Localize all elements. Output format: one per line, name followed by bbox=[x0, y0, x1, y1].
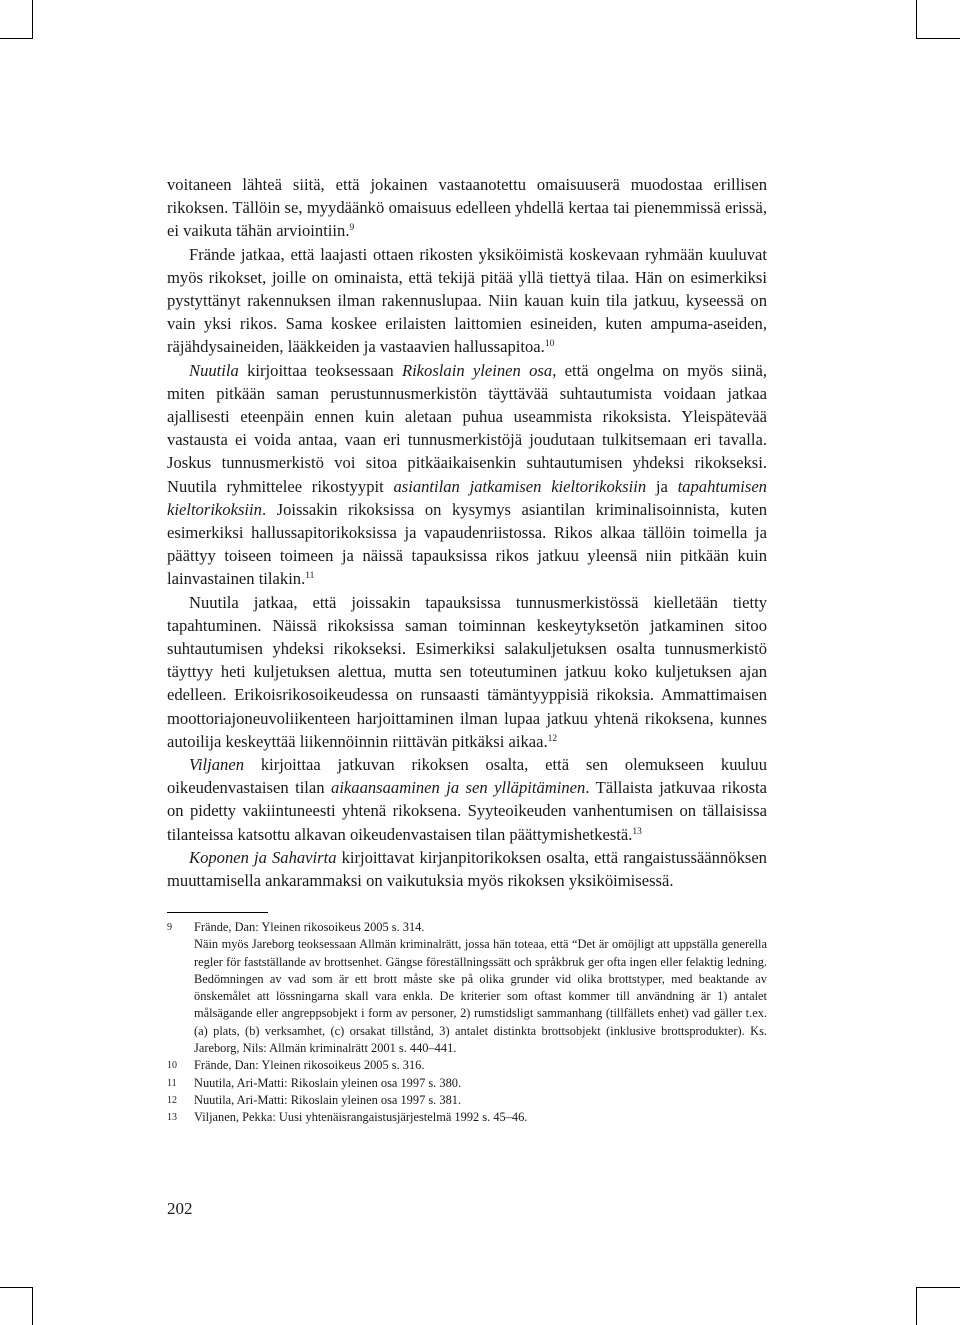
author-name: Koponen ja Sahavirta bbox=[189, 847, 337, 867]
footnotes bbox=[167, 919, 767, 1127]
footnote-ref[interactable]: 13 bbox=[632, 826, 642, 837]
footnote bbox=[167, 1075, 767, 1092]
term: tapahtumisen kieltorikoksiin bbox=[167, 476, 767, 519]
footnote-text: Frände, Dan: Yleinen rikosoikeus 2005 s. 316. bbox=[194, 1058, 425, 1073]
paragraph-4: Nuutila jatkaa, että joissakin tapauksissa tunnusmerkistössä kielletään tietty tapahtuminen. Näissä rikoksissa saman toiminnan keskeytyksetön jatkaminen sitoo suhtautumisen yhdeksi rikokseksi. Esimerkiksi salakuljetuksen osalta tunnusmerkistö täyttyy heti kuljetuksen alettua, mutta sen toteutuminen jatkuu koko kuljetuksen ajan edelleen. Erikoisrikosoikeudessa on runsaasti tämäntyyppisiä rikoksia. Ammattimaisen moottoriajoneuvoliikenteen harjoittaminen ilman lupaa jatkuu yhtenä rikoksena, kunnes autoilija keskeyttää liikennöinnin riittävän pitkäksi aikaa.$^{12}$ bbox=[167, 592, 767, 751]
footnote-ref[interactable]: 12 bbox=[547, 733, 558, 744]
footnote-number: 11 bbox=[167, 1077, 177, 1089]
footnote-number: 12 bbox=[167, 1094, 177, 1106]
paragraph-1: voitaneen lähteä siitä, että jokainen vastaanotettu omaisuuserä muodostaa erillisen rikoksen. Tällöin se, myydäänkö omaisuus edelleen yhdellä kertaa tai pienemmissä erissä, ei vaikuta tähän arviointiin.$^9$ bbox=[167, 175, 767, 241]
footnote-text: Nuutila, Ari-Matti: Rikoslain yleinen osa 1997 s. 380. bbox=[194, 1075, 462, 1090]
paragraph-3: Nuutila kirjoittaa teoksessaan Rikoslain yleinen osa, että ongelma on myös siinä, miten pitkään saman perustunnusmerkistön täyttävää suhtautumista voidaan jatkaa ajallisesti eteenpäin ennen kuin aletaan puhua useammista rikoksista. Yleispätevää vastausta ei voida antaa, vaan eri tunnusmerkistöjä joudutaan tulkitsemaan eri tavalla. Joskus tunnusmerkistö voi sitoa pitkäaikaisenkin suhtautumisen yhdeksi rikokseksi. Nuutila ryhmittelee rikostyypit asiantilan jatkamisen kieltorikoksiin ja tapahtumisen kieltorikoksiin. Joissakin rikoksissa on kysymys asiantilan kriminalisoinnista, kuten esimerkiksi hallussapitorikoksissa ja vapaudenriistossa. Rikos alkaa tällöin toimella ja päättyy toiseen toimeen ja näissä tapauksissa rikos jatkuu yleensä niin pitkään kuin lainvastainen tilakin.$^{11}$ bbox=[167, 360, 767, 589]
paragraph-2: Frände jatkaa, että laajasti ottaen rikosten yksiköimistä koskevaan ryhmään kuuluvat myös rikokset, joille on ominaista, että tekijä pitää yllä tiettyä tilaa. Hän on esimerkiksi pystyttänyt rakennuksen ilman rakennuslupaa. Niin kauan kuin tila jatkuu, kyseessä on vain yksi rikos. Sama koskee erilaisten laittomien esineiden, kuten ampuma-aseiden, räjähdysaineiden, lääkkeiden ja vastaavien hallussapitoa.$^{10}$ bbox=[167, 244, 767, 357]
footnote-text: Viljanen, Pekka: Uusi yhtenäisrangaistusjärjestelmä 1992 s. 45–46. bbox=[194, 1110, 528, 1125]
crop-mark bbox=[916, 1287, 917, 1325]
page-number: 202 bbox=[167, 1199, 193, 1218]
footnote-ref[interactable]: 10 bbox=[544, 339, 555, 350]
footnote-text: Frände, Dan: Yleinen rikosoikeus 2005 s. 314. bbox=[194, 920, 425, 934]
crop-mark bbox=[32, 1287, 33, 1325]
footnote-number: 9 bbox=[167, 922, 172, 933]
crop-mark bbox=[916, 1287, 960, 1288]
crop-mark bbox=[916, 0, 917, 39]
crop-mark bbox=[0, 1287, 33, 1288]
crop-mark bbox=[32, 0, 33, 39]
paragraph-5: Viljanen kirjoittaa jatkuvan rikoksen osalta, että sen olemukseen kuuluu oikeudenvastaisen tilan aikaansaaminen ja sen ylläpitäminen. Tällaista jatkuvaa rikosta on pidetty vakiintuneesti yhtenä rikoksena. Syyteoikeuden vanhentumisen on tällaisissa tilanteissa katsottu alkavan oikeudenvastaisen tilan päättymishetkestä.$^{13}$ bbox=[167, 755, 767, 844]
footnote-text: Nuutila, Ari-Matti: Rikoslain yleinen osa 1997 s. 381. bbox=[194, 1092, 462, 1107]
body-text bbox=[167, 173, 767, 892]
footnote bbox=[167, 1092, 767, 1109]
crop-mark bbox=[916, 38, 960, 39]
footnote-number: 10 bbox=[167, 1060, 177, 1072]
footnote bbox=[167, 919, 767, 936]
author-name: Nuutila bbox=[189, 360, 239, 380]
footnote-separator bbox=[167, 912, 268, 913]
footnote-number: 13 bbox=[167, 1112, 177, 1124]
footnote-ref[interactable]: 9 bbox=[349, 223, 355, 234]
term: asiantilan jatkamisen kieltorikoksiin bbox=[393, 476, 647, 496]
footnote bbox=[167, 1109, 767, 1126]
footnote bbox=[167, 1057, 767, 1074]
footnote-text: Näin myös Jareborg teoksessaan Allmän kriminalrätt, jossa hän toteaa, että “Det är omöjligt att uppställa generella regler för fastställande av brottsenhet. Gängse föreställningssätt och språkbruk ger ofta ingen eller felaktig ledning. Bedömningen av vad som är ett brott måste ske på olika grunder vid olika brottstyper, med beaktande av önskemålet att lössningarna skall vara enkla. De kriterier som oftast kommer till användning är 1) antalet målsägande eller angreppsobjekt i form av personer, 2) rumstidsligt sammanhang (tillfällets enhet) vad gäller t.ex. (a) plats, (b) verksamhet, (c) orsakat tillstånd, 3) antalet distinkta brottsobjekt (inklusive brottsprodukter). Ks. Jareborg, Nils: Allmän kriminalrätt 2001 s. 440–441. bbox=[194, 937, 767, 1056]
footnote bbox=[167, 936, 767, 1057]
paragraph-6: Koponen ja Sahavirta kirjoittavat kirjanpitorikoksen osalta, että rangaistussäännöksen muuttamisella ankarammaksi on vaikutuksia myös rikoksen yksiköimisessä. bbox=[167, 847, 767, 891]
book-title: Rikoslain yleinen osa bbox=[401, 360, 553, 380]
emphasis: aikaansaaminen ja sen ylläpitäminen bbox=[331, 778, 586, 798]
crop-mark bbox=[0, 38, 33, 39]
author-name: Viljanen bbox=[189, 755, 244, 775]
footnote-ref[interactable]: 11 bbox=[305, 571, 315, 582]
